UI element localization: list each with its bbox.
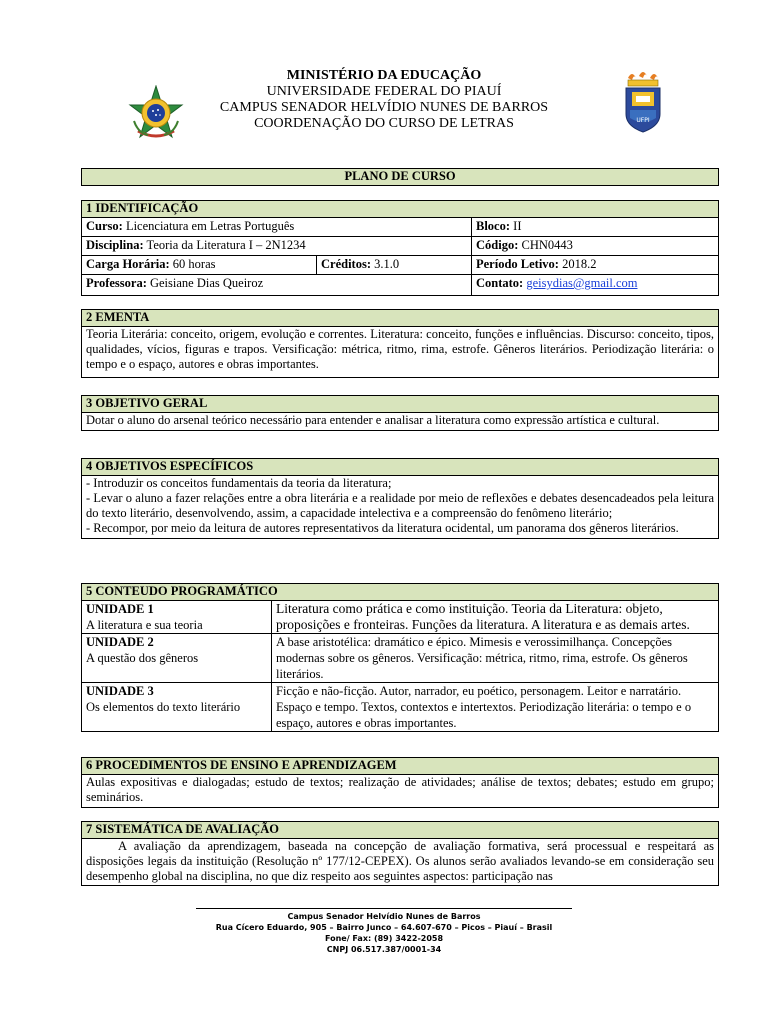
specific-objectives-heading: 4 OBJETIVOS ESPECÍFICOS <box>82 459 718 476</box>
university-name: UNIVERSIDADE FEDERAL DO PIAUÍ <box>266 84 502 99</box>
identification-section <box>81 200 719 296</box>
unit-1-cell: UNIDADE 1 A literatura e sua teoria <box>82 601 272 634</box>
evaluation-text: A avaliação da aprendizagem, baseada na concepção de avaliação formativa, será processual e respeitará as disposições legais da instituição (Resolução nº 177/12-CEPEX). Os alunos serão avaliados levando-se em consideração seu desempenho global na disciplina, no que diz respeito aos seguintes aspectos: participação nas <box>86 839 714 883</box>
code-cell: Código: CHN0443 <box>472 237 719 256</box>
teaching-procedures-heading: 6 PROCEDIMENTOS DE ENSINO E APRENDIZAGEM <box>82 758 718 775</box>
ementa-section <box>81 309 719 378</box>
ementa-text: Teoria Literária: conceito, origem, evolução e correntes. Literatura: conceito, funções e influências. Discurso: conceito, tipos, qualidades, vícios, figuras e trapos. Versificação: métrica, ritmo, rima, estrofe. Gêneros literários. Periodização literária: o tempo e o espaço, autores e obras importantes. <box>86 327 714 371</box>
general-objective-text: Dotar o aluno do arsenal teórico necessário para entender e analisar a literatura como expressão artística e cultural. <box>86 413 660 427</box>
footer-cnpj: CNPJ 06.517.387/0001-34 <box>326 945 442 954</box>
specific-objective-2: - Levar o aluno a fazer relações entre a obra literária e a realidade por meio de reflexões e debates desencadeados pela leitura do texto literário, desenvolvendo, assim, a capacidade intelectiva e a compreensão do fenômeno literário; <box>86 491 714 520</box>
contact-email-link[interactable]: geisydias@gmail.com <box>526 276 638 290</box>
term-cell: Período Letivo: 2018.2 <box>472 256 719 275</box>
plan-title-box <box>81 168 719 186</box>
professor-cell: Professora: Geisiane Dias Queiroz <box>82 275 472 296</box>
program-content-table <box>81 600 719 732</box>
general-objective-section <box>81 395 719 431</box>
unit-3-cell: UNIDADE 3 Os elementos do texto literário <box>82 683 272 732</box>
general-objective-heading: 3 OBJETIVO GERAL <box>82 396 718 413</box>
contact-cell: Contato: geisydias@gmail.com <box>472 275 719 296</box>
unit-row <box>82 683 719 732</box>
ministry-name: MINISTÉRIO DA EDUCAÇÃO <box>286 68 482 83</box>
specific-objective-3: - Recompor, por meio da leitura de autores representativos da literatura ocidental, um panorama dos gêneros literários. <box>86 521 679 535</box>
evaluation-heading: 7 SISTEMÁTICA DE AVALIAÇÃO <box>82 822 718 839</box>
page-title: PLANO DE CURSO <box>82 169 718 185</box>
svg-text:UFPI: UFPI <box>636 117 650 124</box>
teaching-procedures-section <box>81 757 719 808</box>
footer-address: Rua Cícero Eduardo, 905 – Bairro Junco – 64.607-670 – Picos – Piauí – Brasil <box>215 923 553 932</box>
specific-objectives-section <box>81 458 719 539</box>
footer-phone: Fone/ Fax: (89) 3422-2058 <box>324 934 444 943</box>
institution-header <box>0 68 768 132</box>
footer-divider <box>196 908 572 909</box>
workload-cell: Carga Horária: 60 horas <box>82 256 317 275</box>
evaluation-section <box>81 821 719 886</box>
unit-3-content: Ficção e não-ficção. Autor, narrador, eu poético, personagem. Leitor e narratário. Espaço e tempo. Textos, contextos e intertextos. Periodização literária: o tempo e o espaço, autores e obras importantes. <box>272 683 719 732</box>
unit-1-content: Literatura como prática e como instituição. Teoria da Literatura: objeto, proposições e fronteiras. Funções da literatura. A literatura e as demais artes. <box>272 601 719 634</box>
campus-name: CAMPUS SENADOR HELVÍDIO NUNES DE BARROS <box>219 100 549 115</box>
coordination-name: COORDENAÇÃO DO CURSO DE LETRAS <box>254 116 514 131</box>
unit-row <box>82 601 719 634</box>
identification-table <box>81 217 719 296</box>
program-content-heading: 5 CONTEUDO PROGRAMÁTICO <box>82 584 718 601</box>
program-content-section <box>81 583 719 732</box>
teaching-procedures-text: Aulas expositivas e dialogadas; estudo de textos; realização de atividades; análise de textos; debates; estudo em grupo; seminários. <box>86 775 714 804</box>
unit-2-cell: UNIDADE 2 A questão dos gêneros <box>82 634 272 683</box>
discipline-cell: Disciplina: Teoria da Literatura I – 2N1234 <box>82 237 472 256</box>
specific-objective-1: - Introduzir os conceitos fundamentais da teoria da literatura; <box>86 476 392 490</box>
unit-2-content: A base aristotélica: dramático e épico. Mimesis e verossimilhança. Concepções modernas sobre os gêneros. Versificação: métrica, ritmo, rima, estrofe. Os gêneros literários. <box>272 634 719 683</box>
credits-cell: Créditos: 3.1.0 <box>317 256 472 275</box>
course-cell: Curso: Licenciatura em Letras Português <box>82 218 472 237</box>
ementa-heading: 2 EMENTA <box>82 310 718 327</box>
identification-heading: 1 IDENTIFICAÇÃO <box>82 201 718 218</box>
footer-campus: Campus Senador Helvídio Nunes de Barros <box>287 912 481 921</box>
page-footer <box>0 908 768 955</box>
block-cell: Bloco: II <box>472 218 719 237</box>
unit-row <box>82 634 719 683</box>
